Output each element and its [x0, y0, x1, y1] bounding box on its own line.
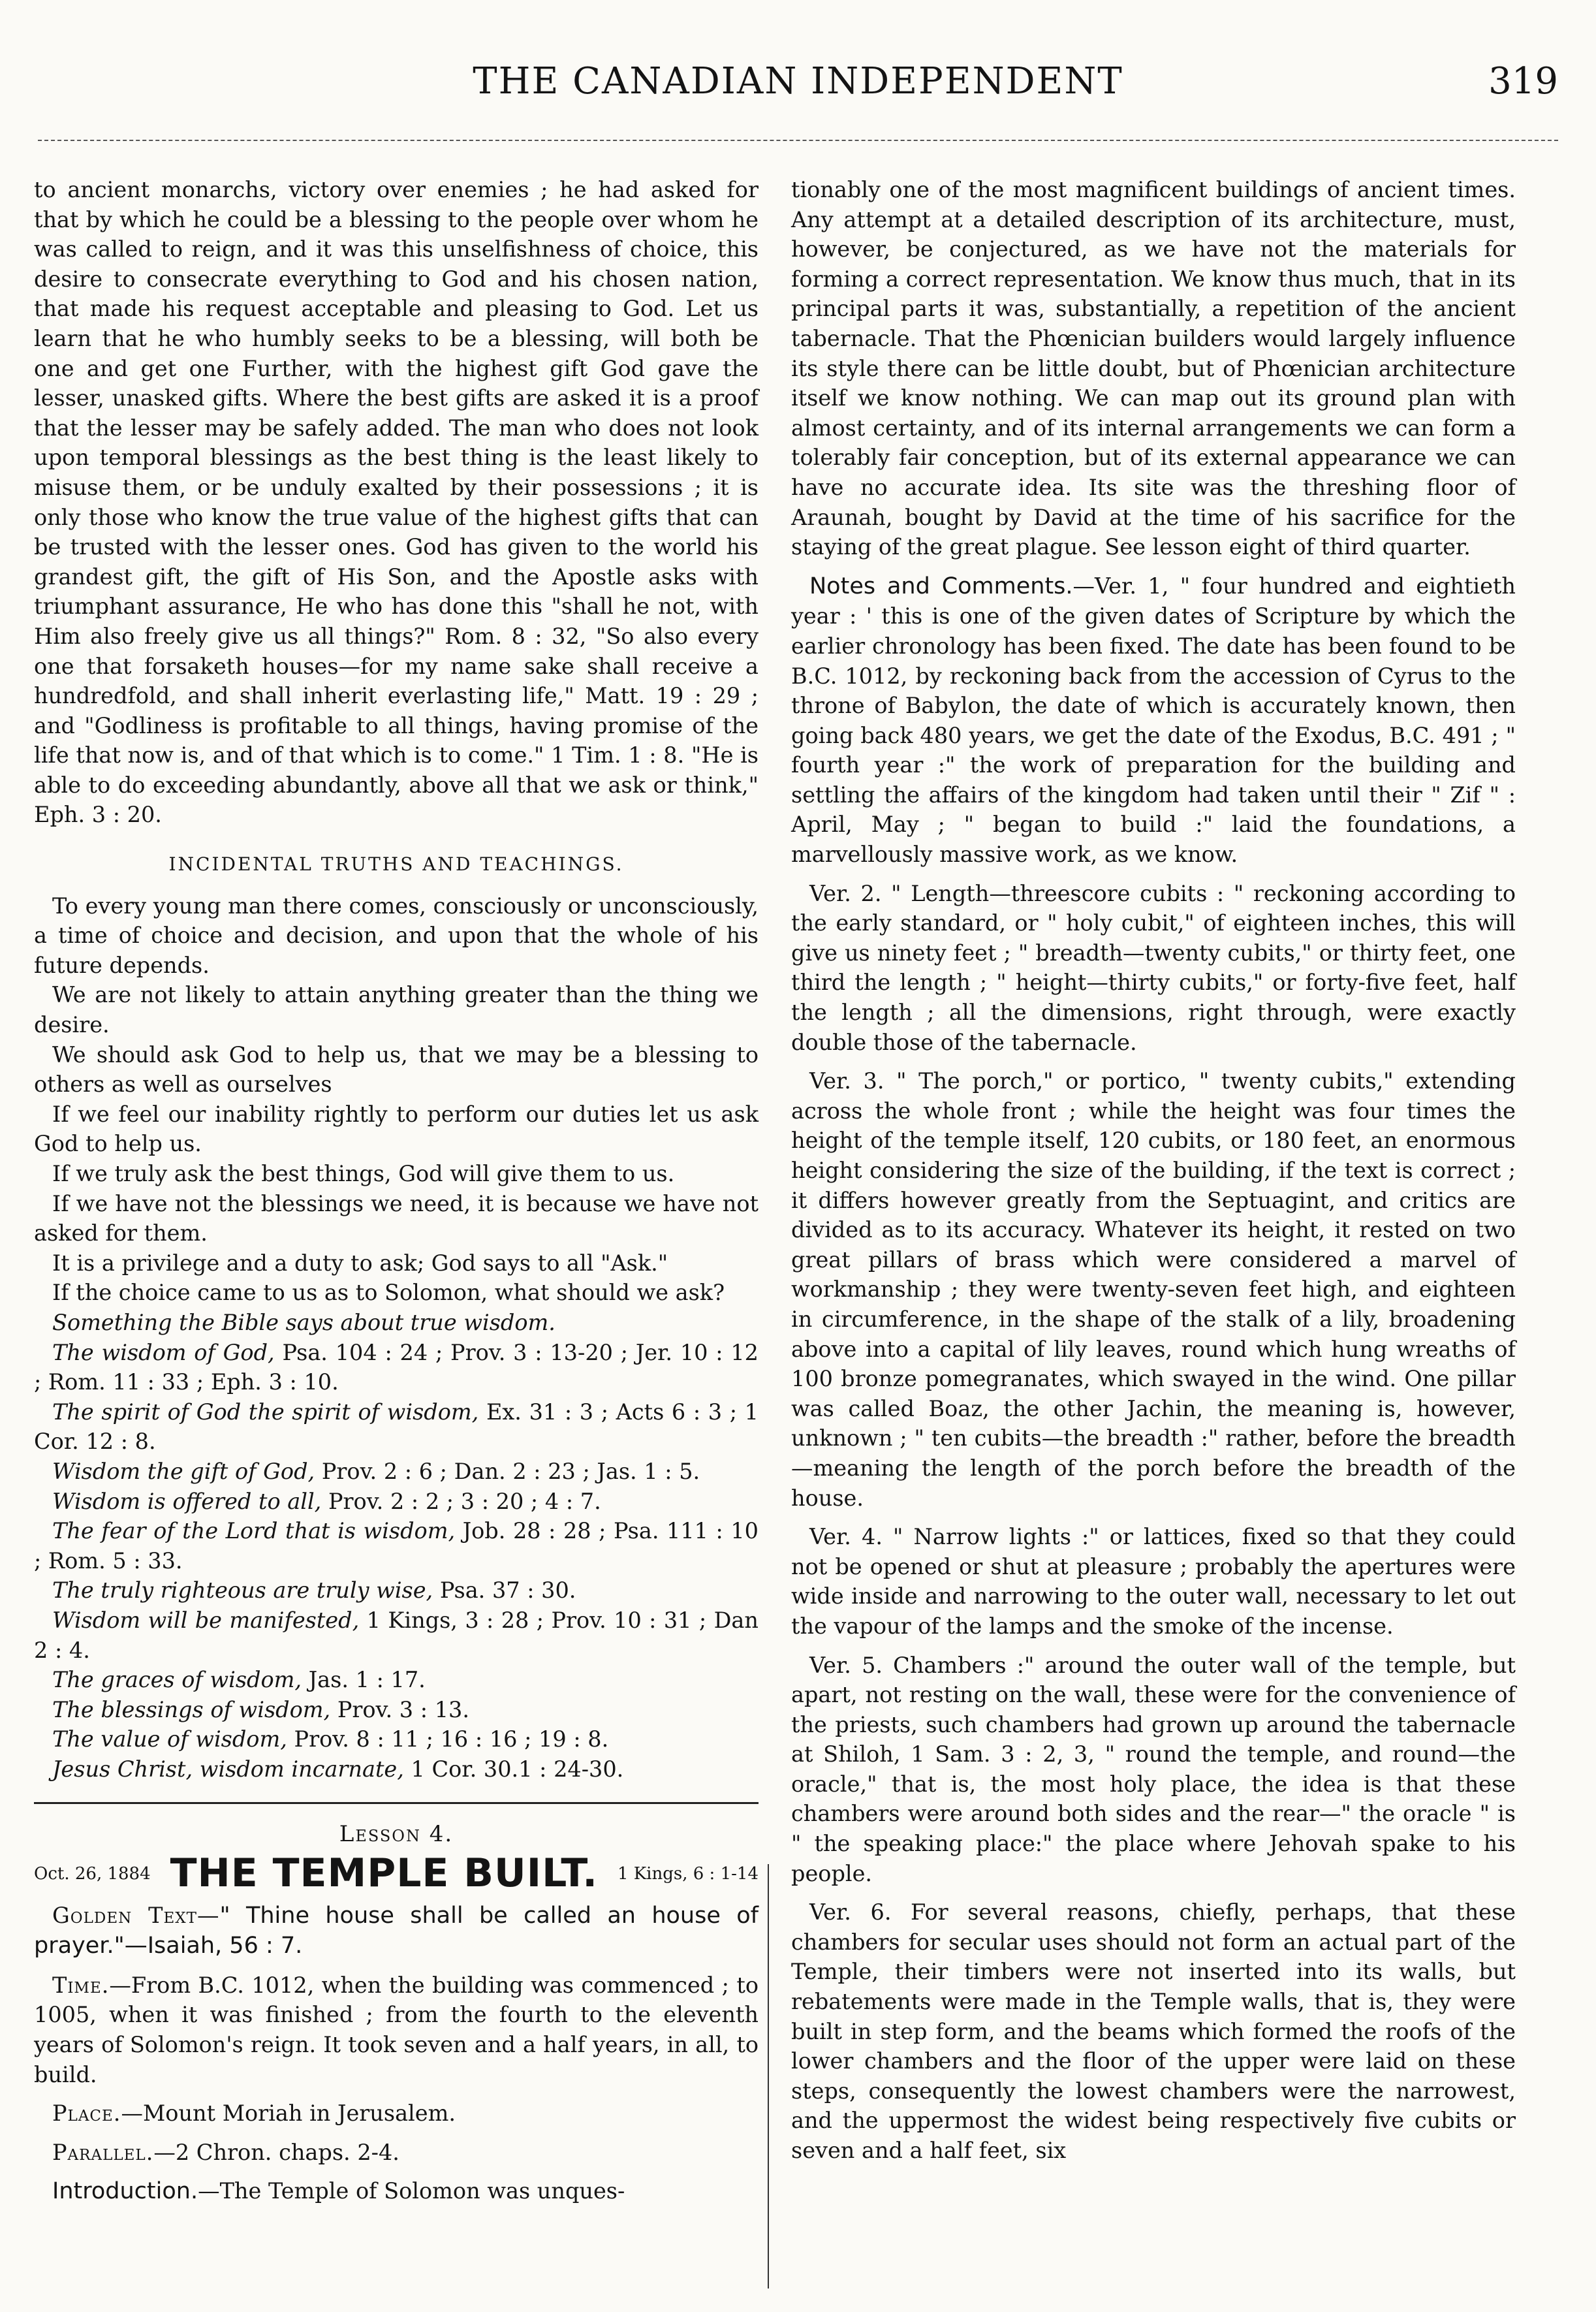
golden-text	[34, 1901, 759, 1961]
wisdom-topic: Wisdom is offered to all,	[52, 1488, 322, 1514]
introduction-label: Introduction.	[52, 2178, 198, 2205]
left-column	[34, 175, 759, 2207]
truth-item: If we have not the blessings we need, it is because we have not asked for them.	[34, 1190, 759, 1246]
truth-item: We should ask God to help us, that we may be a blessing to others as well as ourselves	[34, 1041, 759, 1098]
truth-item: If we truly ask the best things, God will give them to us.	[52, 1161, 675, 1186]
truth-item: It is a privilege and a duty to ask; God says to all "Ask."	[52, 1250, 668, 1276]
wisdom-ref-item	[34, 1606, 759, 1665]
wisdom-ref: Prov. 3 : 13.	[330, 1696, 469, 1722]
notes-label: Notes and Comments.	[809, 573, 1073, 599]
lesson-time	[34, 1971, 759, 2089]
wisdom-topic: The graces of wisdom,	[52, 1667, 302, 1693]
truth-item: If we feel our inability rightly to perform our duties let us ask God to help us.	[34, 1101, 759, 1157]
wisdom-ref: Psa. 104 : 24 ; Prov. 3 : 13-20 ; Jer. 10 : 12 ; Rom. 11 : 33 ; Eph. 3 : 10.	[34, 1339, 759, 1395]
truths-list	[34, 891, 759, 1308]
page-number: 319	[1488, 60, 1558, 103]
notes-verse-1	[791, 571, 1516, 870]
notes-verse-1-body: —Ver. 1, " four hundred and eightieth year : ' this is one of the given dates of Scripture by which the earlier chronology has been fixed. The date has been found to be B.C. 1012, by reckoning back from the accession of Cyrus to the throne of Babylon, the date of which is accurately known, then going back 480 years, we get the date of the Exodus, B.C. 491 ; " fourth year :" the work of preparation for the building and settling the affairs of the kingdom had taken until their " Zif " : April, May ; " began to build :" laid the foundations, a marvellously massive work, as we know.	[791, 573, 1516, 868]
lesson-reference: 1 Kings, 6 : 1-14	[617, 1863, 759, 1884]
paragraph-blessing: to ancient monarchs, victory over enemies ; he had asked for that by which he could be a blessing to the people over whom he was called to reign, and it was this unselfishness of choice, this desire to consecrate everything to God and his chosen nation, that made his request acceptable and pleasing to God. Let us learn that he who humbly seeks to be a blessing, will both be one and get one Further, with the highest gift God gave the lesser, unasked gifts. Where the best gifts are asked it is a proof that the lesser may be safely added. The man who does not look upon temporal blessings as the best thing is the least likely to misuse them, or be unduly exalted by their possessions ; it is only those who know the true value of the highest gifts that can be trusted with the lesser ones. God has given to the world his grandest gift, the gift of His Son, and the Apostle asks with triumphant assurance, He who has done this "shall he not, with Him also freely give us all things?" Rom. 8 : 32, "So also every one that forsaketh houses—for my name sake shall receive a hundredfold, and shall inherit everlasting life," Matt. 19 : 29 ; and "Godliness is profitable to all things, having promise of the life that now is, and of that which is to come." 1 Tim. 1 : 8. "He is able to do exceeding abundantly, above all that we ask or think," Eph. 3 : 20.	[34, 177, 759, 828]
lesson-label: Lesson 4.	[339, 1821, 454, 1848]
journal-title: THE CANADIAN INDEPENDENT	[473, 60, 1123, 103]
wisdom-ref-item	[34, 1516, 759, 1576]
truth-item: If the choice came to us as to Solomon, what should we ask?	[52, 1280, 725, 1306]
wisdom-ref-item	[34, 1576, 759, 1606]
time-body: —From B.C. 1012, when the building was commenced ; to 1005, when it was finished ; from the fourth to the eleventh years of Solomon's reign. It took seven and a half years, in all, to build.	[34, 1972, 759, 2087]
right-column	[791, 175, 1516, 2166]
lesson-parallel	[34, 2138, 759, 2168]
wisdom-heading: Something the Bible says about true wisdom.	[52, 1309, 555, 1335]
wisdom-ref-item	[34, 1487, 759, 1517]
wisdom-ref-item	[34, 1457, 759, 1487]
wisdom-topic: Wisdom will be manifested,	[52, 1607, 360, 1633]
lesson-date: Oct. 26, 1884	[34, 1863, 151, 1884]
column-rule	[768, 1864, 769, 2288]
parallel-label: Parallel.	[52, 2139, 154, 2165]
wisdom-topic: The value of wisdom,	[52, 1726, 287, 1752]
introduction-body: —The Temple of Solomon was unques-	[198, 2178, 625, 2204]
wisdom-topic: The spirit of God the spirit of wisdom,	[52, 1399, 479, 1425]
wisdom-ref: Prov. 2 : 2 ; 3 : 20 ; 4 : 7.	[321, 1488, 601, 1514]
notes-verse-4: Ver. 4. " Narrow lights :" or lattices, fixed so that they could not be opened or shut at pleasure ; probably the apertures were wide inside and narrowing to the outer wall, necessary to let out the vapour of the lamps and the smoke of the incense.	[791, 1524, 1516, 1639]
wisdom-ref: Job. 28 : 28 ; Psa. 111 : 10 ; Rom. 5 : 33.	[34, 1518, 759, 1574]
running-header	[38, 60, 1558, 112]
time-label: Time.	[52, 1972, 110, 1998]
notes-verse-2: Ver. 2. " Length—threescore cubits : " reckoning according to the early standard, or " holy cubit," of eighteen inches, this will give us ninety feet ; " breadth—twenty cubits," or thirty feet, one third the length ; " height—thirty cubits," or forty-five feet, half the length ; all the dimensions, right through, were exactly double those of the tabernacle.	[791, 880, 1516, 1055]
wisdom-topic: The blessings of wisdom,	[52, 1696, 331, 1722]
wisdom-references	[34, 1338, 759, 1784]
section-heading-incidental: INCIDENTAL TRUTHS AND TEACHINGS.	[168, 853, 624, 876]
lesson-title: THE TEMPLE BUILT.	[170, 1850, 598, 1897]
wisdom-ref-item	[34, 1754, 759, 1784]
place-label: Place.	[52, 2100, 121, 2127]
wisdom-topic: Jesus Christ, wisdom incarnate,	[52, 1756, 404, 1782]
lesson-heading	[34, 1850, 759, 1897]
section-rule	[34, 1802, 759, 1804]
lesson-introduction	[34, 2176, 759, 2207]
wisdom-ref: Psa. 37 : 30.	[433, 1577, 576, 1604]
wisdom-topic: The wisdom of God,	[52, 1339, 275, 1365]
wisdom-ref: Ex. 31 : 3 ; Acts 6 : 3 ; 1 Cor. 12 : 8.	[34, 1399, 759, 1455]
truth-item: To every young man there comes, consciously or unconsciously, a time of choice and decision, and upon that the whole of his future depends.	[34, 893, 759, 978]
truth-item: We are not likely to attain anything greater than the thing we desire.	[34, 982, 759, 1038]
wisdom-ref: Prov. 8 : 11 ; 16 : 16 ; 19 : 8.	[287, 1726, 609, 1752]
notes-verse-3: Ver. 3. " The porch," or portico, " twenty cubits," extending across the whole front ; while the height was four times the height of the temple itself, 120 cubits, or 180 feet, an enormous height considering the size of the building, if the text is correct ; it differs however greatly from the Septuagint, and critics are divided as to its accuracy. Whatever its height, it rested on two great pillars of brass which were considered a marvel of workmanship ; they were twenty-seven feet high, and eighteen in circumference, in the shape of the stalk of a lily, broadening above into a capital of lily leaves, round which hung wreaths of 100 bronze pomegranates, which swayed in the wind. One pillar was called Boaz, the other Jachin, the meaning is, however, unknown ; " ten cubits—the breadth :" rather, before the breadth—meaning the length of the porch before the breadth of the house.	[791, 1068, 1516, 1511]
wisdom-topic: Wisdom the gift of God,	[52, 1458, 315, 1484]
wisdom-ref-item	[34, 1695, 759, 1725]
lesson-place	[34, 2098, 759, 2129]
wisdom-topic: The truly righteous are truly wise,	[52, 1577, 433, 1604]
golden-text-label: Golden Text—	[52, 1902, 220, 1928]
header-rule	[38, 140, 1558, 141]
wisdom-ref: Jas. 1 : 17.	[302, 1667, 426, 1693]
notes-verse-6: Ver. 6. For several reasons, chiefly, perhaps, that these chambers for secular uses should not form an actual part of the Temple, their timbers were not inserted into its walls, but rebatements were made in the Temple walls, that is, they were built in step form, and the beams which formed the roofs of the lower chambers and the floor of the upper were laid on these steps, consequently the lowest chambers were the narrowest, and the uppermost the widest being respectively five cubits or seven and a half feet, six	[791, 1899, 1516, 2163]
wisdom-ref-item	[34, 1724, 759, 1754]
parallel-body: —2 Chron. chaps. 2-4.	[153, 2139, 399, 2165]
place-body: —Mount Moriah in Jerusalem.	[121, 2100, 456, 2127]
wisdom-ref: 1 Cor. 30.1 : 24-30.	[403, 1756, 624, 1782]
wisdom-ref: 1 Kings, 3 : 28 ; Prov. 10 : 31 ; Dan 2 : 4.	[34, 1607, 759, 1663]
wisdom-ref-item	[34, 1665, 759, 1695]
wisdom-ref-item	[34, 1338, 759, 1397]
notes-verse-5: Ver. 5. Chambers :" around the outer wall of the temple, but apart, not resting on the wall, these were for the convenience of the priests, such chambers had grown up around the tabernacle at Shiloh, 1 Sam. 3 : 2, 3, " round the temple, and round—the oracle," that is, the most holy place, the idea is that these chambers were around both sides and the rear—" the oracle " is " the speaking place:" the place where Jehovah spake to his people.	[791, 1652, 1516, 1886]
wisdom-ref: Prov. 2 : 6 ; Dan. 2 : 23 ; Jas. 1 : 5.	[315, 1458, 700, 1484]
wisdom-topic: The fear of the Lord that is wisdom,	[52, 1518, 456, 1544]
golden-text-body: " Thine house shall be called an house of prayer."—Isaiah, 56 : 7.	[34, 1902, 759, 1959]
introduction-continued: tionably one of the most magnificent buildings of ancient times. Any attempt at a detailed description of its architecture, must, however, be conjectured, as we have not the materials for forming a correct representation. We know thus much, that in its principal parts it was, substantially, a repetition of the ancient tabernacle. That the Phœnician builders would largely influence its style there can be little doubt, but of Phœnician architecture itself we know nothing. We can map out its ground plan with almost certainty, and of its internal arrangements we can form a tolerably fair conception, but of its external appearance we can have no accurate idea. Its site was the threshing floor of Araunah, bought by David at the time of his sacrifice for the staying of the great plague. See lesson eight of third quarter.	[791, 177, 1516, 560]
wisdom-ref-item	[34, 1397, 759, 1457]
